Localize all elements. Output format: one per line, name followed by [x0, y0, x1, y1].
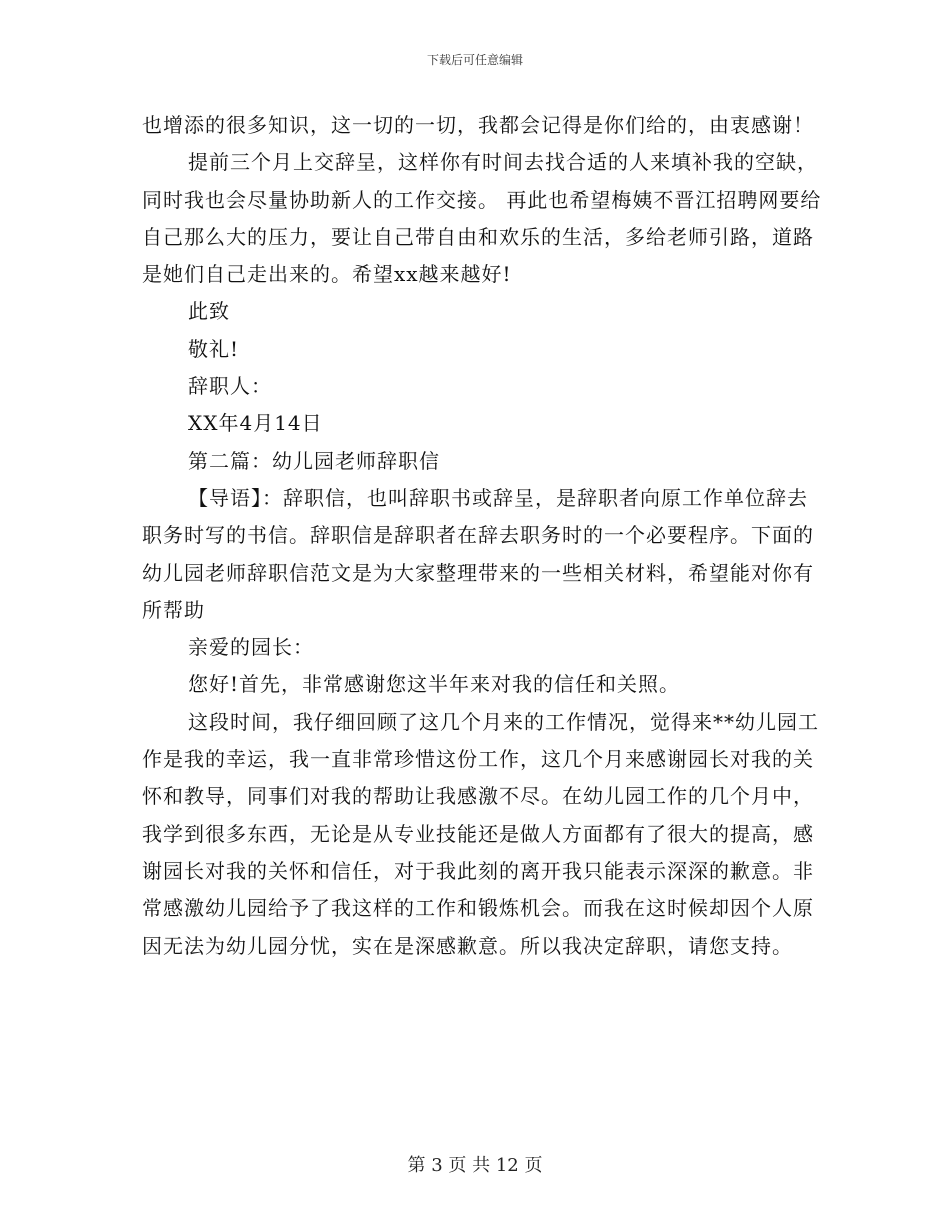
closing-salutation: 此致: [188, 299, 230, 324]
paragraph-2: 提前三个月上交辞呈，这样你有时间去找合适的人来填补我的空缺，同时我也会尽量协助新人的工作交接。 再此也希望梅姨不晋江招聘网要给自己那么大的压力，要让自己带自由和欢乐的生活，多给老师引路，道路是她们自己走出来的。希望xx越来越好!: [142, 150, 822, 287]
signature-date: XX年4月14日: [188, 411, 323, 436]
page-number-footer: 第 3 页 共 12 页: [407, 1155, 543, 1176]
main-paragraph: 这段时间，我仔细回顾了这几个月来的工作情况，觉得来**幼儿园工作是我的幸运，我一直非常珍惜这份工作，这几个月来感谢园长对我的关怀和教导，同事们对我的帮助让我感激不尽。在幼儿园工作的几个月中，我学到很多东西，无论是从专业技能还是做人方面都有了很大的提高，感谢园长对我的关怀和信任，对于我此刻的离开我只能表示深深的歉意。非常感激幼儿园给予了我这样的工作和锻炼机会。而我在这时候却因个人原因无法为幼儿园分忧，实在是深感歉意。所以我决定辞职，请您支持。: [142, 709, 819, 958]
opening-paragraph: 您好!首先，非常感谢您这半年来对我的信任和关照。: [188, 672, 681, 697]
section-title: 第二篇：幼儿园老师辞职信: [188, 448, 440, 473]
page-header: 下载后可任意编辑: [426, 53, 523, 67]
closing-regards: 敬礼!: [188, 336, 240, 361]
greeting: 亲爱的园长：: [188, 635, 314, 660]
document-body: [142, 107, 822, 965]
paragraph-1: 也增添的很多知识，这一切的一切，我都会记得是你们给的，由衷感谢！: [142, 113, 814, 137]
signature-label: 辞职人：: [188, 374, 272, 399]
intro-paragraph: 【导语】：辞职信，也叫辞职书或辞呈，是辞职者向原工作单位辞去职务时写的书信。辞职信是辞职者在辞去职务时的一个必要程序。下面的幼儿园老师辞职信范文是为大家整理带来的一些相关材料，希望能对你有所帮助: [142, 485, 814, 622]
